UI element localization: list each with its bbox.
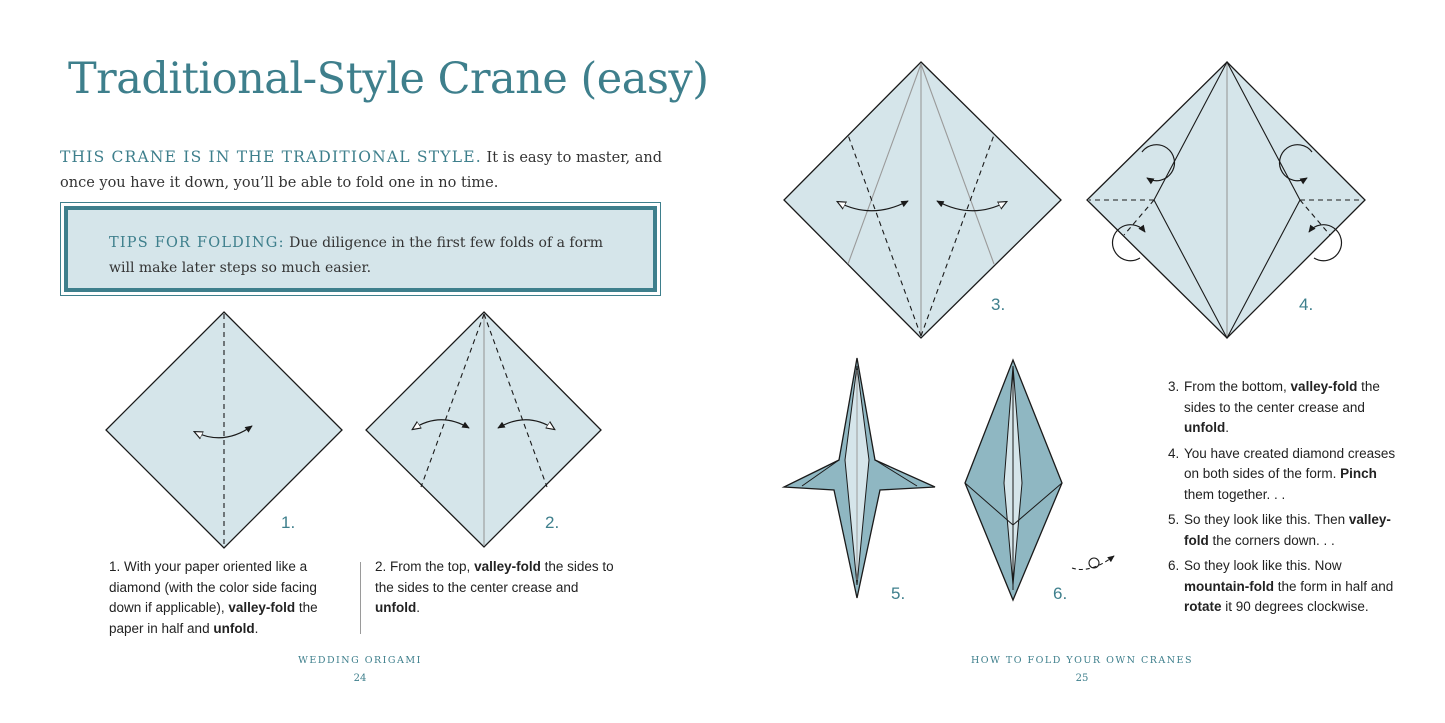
left-page (0, 0, 722, 723)
tips-label: TIPS FOR FOLDING: (109, 235, 285, 251)
step-number-3: 3. (991, 295, 1006, 314)
diagram-step-4 (1087, 62, 1365, 338)
step-3-text: 3. From the bottom, valley-fold the sides to the center crease and unfold. (1168, 379, 1380, 435)
running-footer-left: WEDDING ORIGAMI (298, 655, 422, 666)
page-number-left: 24 (353, 673, 367, 684)
diagram-step-5 (784, 358, 935, 598)
step-number-2: 2. (545, 513, 560, 532)
diagram-step-1 (106, 312, 342, 548)
step-2-text: 2. From the top, valley-fold the sides to the sides to the center crease and unfold. (375, 559, 614, 615)
right-page (722, 0, 1445, 723)
intro-body: It is easy to master, and once you have it down, you’ll be able to fold one in no time. (60, 150, 663, 191)
step-number-6: 6. (1053, 584, 1068, 603)
column-divider (360, 562, 361, 634)
step-1-text: 1. With your paper oriented like a diamond (with the color side facing down if applicable), valley-fold the paper in half and unfold. (109, 559, 318, 636)
page-title: Traditional-Style Crane (easy) (68, 54, 709, 104)
page-number-right: 25 (1075, 673, 1089, 684)
diagram-step-2 (366, 312, 601, 547)
running-footer-right: HOW TO FOLD YOUR OWN CRANES (971, 655, 1193, 666)
tips-text: Due diligence in the first few folds of a form will make later steps so much easier. (109, 235, 603, 276)
step-number-1: 1. (281, 513, 296, 532)
step-number-5: 5. (891, 584, 906, 603)
step-4-text: 4. You have created diamond creases on both sides of the form. Pinch them together. . . (1168, 445, 1396, 502)
paper-square (1087, 62, 1365, 338)
step-number-4: 4. (1299, 295, 1314, 314)
right-steps-list (1168, 377, 1398, 623)
diagram-step-3 (784, 62, 1061, 338)
step-6-text: 6. So they look like this. Now mountain-fold the form in half and rotate it 90 degrees clockwise. (1168, 558, 1394, 614)
rotate-loop-icon (1089, 558, 1099, 568)
diagram-step-6 (965, 360, 1114, 600)
paper-square (784, 62, 1061, 338)
intro-lead: THIS CRANE IS IN THE TRADITIONAL STYLE. (60, 148, 482, 166)
step-5-text: 5. So they look like this. Then valley-fold the corners down. . . (1168, 512, 1391, 548)
